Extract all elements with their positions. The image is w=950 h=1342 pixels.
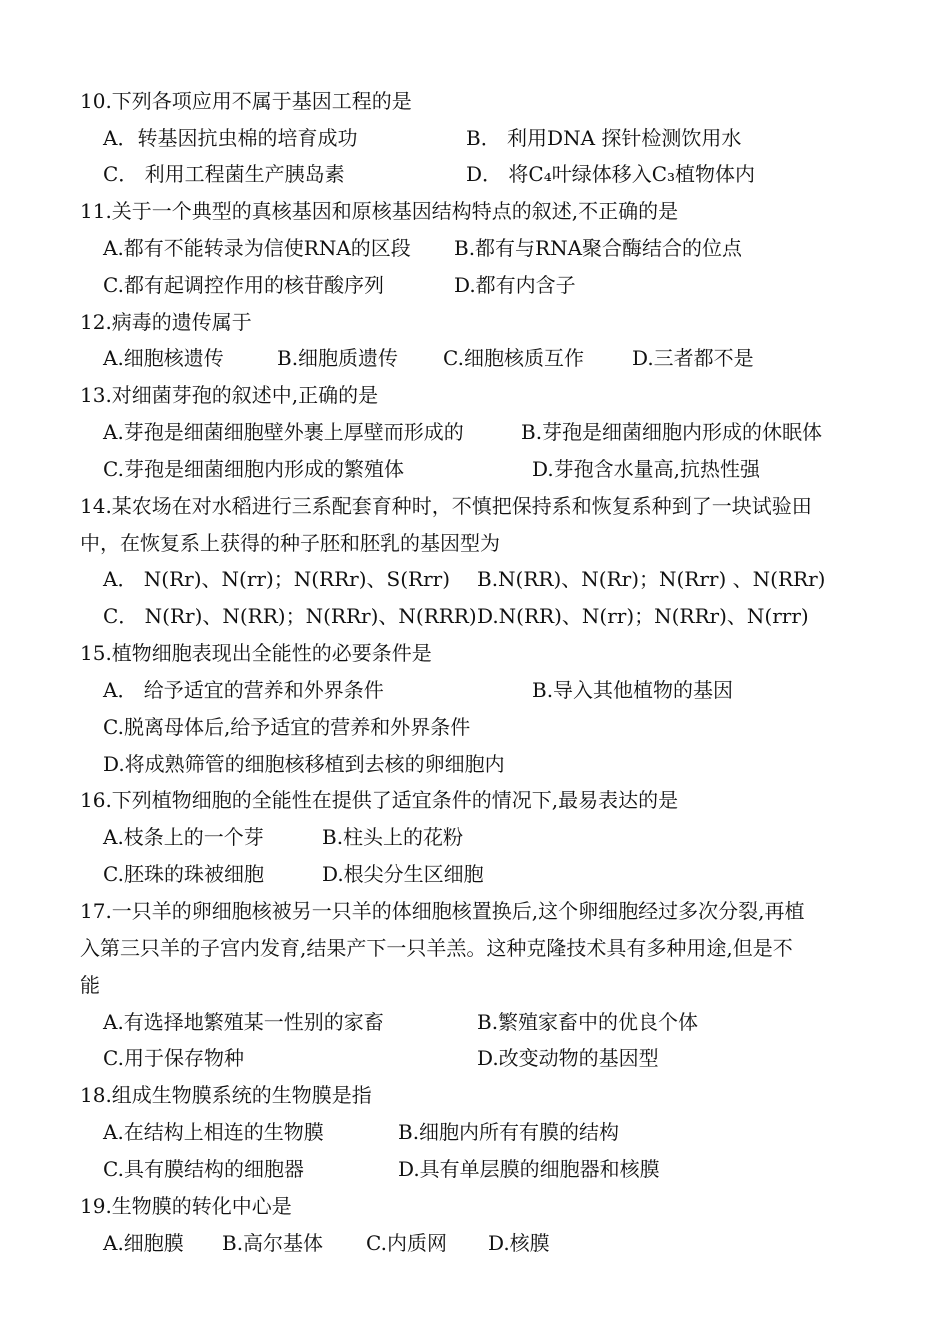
q15-option-b: B.导入其他植物的基因 [532,678,734,702]
question-12-stem: 12.病毒的遗传属于 [80,310,252,334]
q12-option-d: D.三者都不是 [632,346,754,370]
q19-option-b: B.高尔基体 [222,1231,324,1255]
q10-option-c: C． 利用工程菌生产胰岛素 [103,162,345,186]
question-11-stem: 11.关于一个典型的真核基因和原核基因结构特点的叙述,不正确的是 [80,199,679,223]
q12-option-b: B.细胞质遗传 [277,346,399,370]
q13-option-c: C.芽孢是细菌细胞内形成的繁殖体 [103,457,404,481]
question-14-stem-line-2: 中，在恢复系上获得的种子胚和胚乳的基因型为 [80,531,500,555]
q17-option-d: D.改变动物的基因型 [477,1046,659,1070]
question-16-stem: 16.下列植物细胞的全能性在提供了适宜条件的情况下,最易表达的是 [80,788,679,812]
question-10-stem: 10.下列各项应用不属于基因工程的是 [80,89,412,113]
q18-option-a: A.在结构上相连的生物膜 [103,1120,324,1144]
q11-option-c: C.都有起调控作用的核苷酸序列 [103,273,384,297]
question-17-stem-line-3: 能 [80,973,100,997]
q14-option-c: C． N(Rr)、N(RR)；N(RRr)、N(RRR) [103,604,477,628]
q10-option-b: B． 利用DNA 探针检测饮用水 [466,126,742,150]
q17-option-c: C.用于保存物种 [103,1046,244,1070]
q10-option-d: D． 将C₄叶绿体移入C₃植物体内 [466,162,756,186]
q18-option-c: C.具有膜结构的细胞器 [103,1157,304,1181]
q16-option-a: A.枝条上的一个芽 [103,825,264,849]
q17-option-b: B.繁殖家畜中的优良个体 [477,1010,699,1034]
q17-option-a: A.有选择地繁殖某一性别的家畜 [103,1010,384,1034]
q19-option-c: C.内质网 [366,1231,447,1255]
q14-option-b: B.N(RR)、N(Rr)；N(Rrr) 、N(RRr) [477,567,826,591]
q18-option-b: B.细胞内所有有膜的结构 [398,1120,620,1144]
q13-option-d: D.芽孢含水量高,抗热性强 [532,457,761,481]
q18-option-d: D.具有单层膜的细胞器和核膜 [398,1157,660,1181]
q14-option-a: A． N(Rr)、N(rr)；N(RRr)、S(Rrr) [103,567,451,591]
q19-option-a: A.细胞膜 [103,1231,184,1255]
q19-option-d: D.核膜 [488,1231,550,1255]
q11-option-d: D.都有内含子 [454,273,576,297]
q16-option-d: D.根尖分生区细胞 [322,862,484,886]
question-19-stem: 19.生物膜的转化中心是 [80,1194,292,1218]
q13-option-a: A.芽孢是细菌细胞壁外裹上厚壁而形成的 [103,420,464,444]
question-18-stem: 18.组成生物膜系统的生物膜是指 [80,1083,372,1107]
q15-option-a: A． 给予适宜的营养和外界条件 [103,678,384,702]
q15-option-d: D.将成熟筛管的细胞核移植到去核的卵细胞内 [103,752,505,776]
question-15-stem: 15.植物细胞表现出全能性的必要条件是 [80,641,432,665]
q13-option-b: B.芽孢是细菌细胞内形成的休眠体 [521,420,823,444]
q10-option-a: A．转基因抗虫棉的培育成功 [103,126,358,150]
q12-option-c: C.细胞核质互作 [443,346,584,370]
q12-option-a: A.细胞核遗传 [103,346,224,370]
question-13-stem: 13.对细菌芽孢的叙述中,正确的是 [80,383,379,407]
question-17-stem-line-1: 17.一只羊的卵细胞核被另一只羊的体细胞核置换后,这个卵细胞经过多次分裂,再植 [80,899,805,923]
question-14-stem-line-1: 14.某农场在对水稻进行三系配套育种时，不慎把保持系和恢复系种到了一块试验田 [80,494,812,518]
q11-option-b: B.都有与RNA聚合酶结合的位点 [454,236,743,260]
q16-option-c: C.胚珠的珠被细胞 [103,862,264,886]
q11-option-a: A.都有不能转录为信使RNA的区段 [103,236,411,260]
q16-option-b: B.柱头上的花粉 [322,825,464,849]
q14-option-d: D.N(RR)、N(rr)；N(RRr)、N(rrr) [477,604,809,628]
question-17-stem-line-2: 入第三只羊的子宫内发育,结果产下一只羊羔。这种克隆技术具有多种用途,但是不 [80,936,793,960]
q15-option-c: C.脱离母体后,给予适宜的营养和外界条件 [103,715,471,739]
